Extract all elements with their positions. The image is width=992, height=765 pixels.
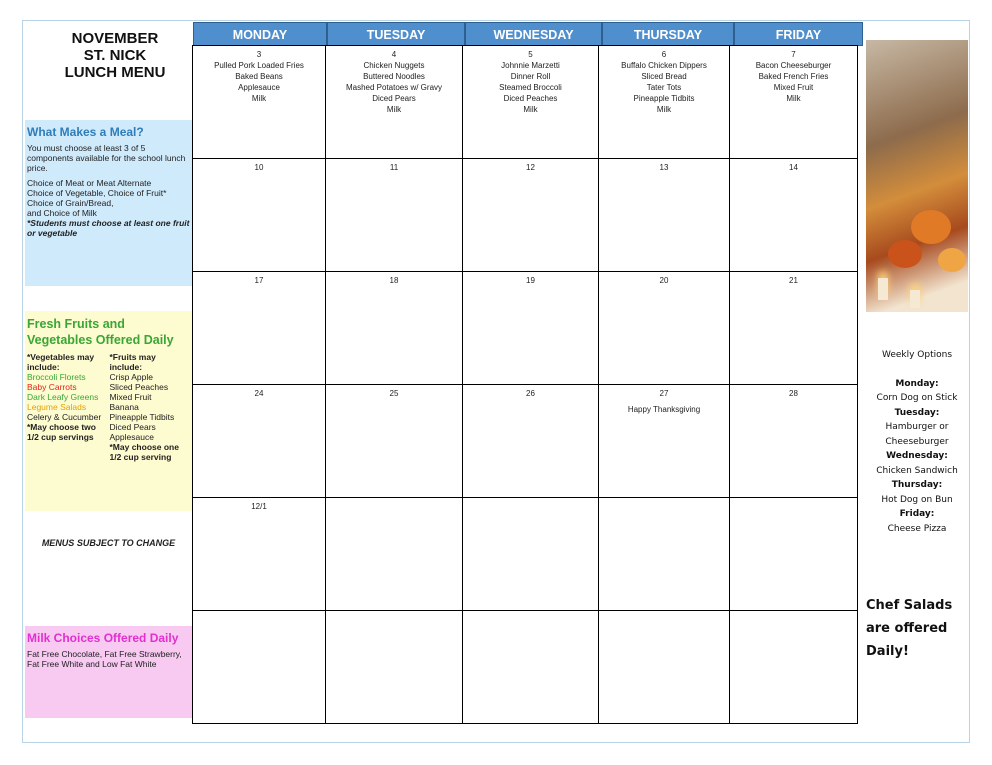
menu-item: Johnnie Marzetti: [501, 61, 560, 70]
fruits-vegetables-box: [25, 311, 192, 511]
calendar-day-cell: [192, 497, 326, 611]
fruits-note: *May choose one 1/2 cup serving: [109, 442, 179, 462]
menu-item: Dinner Roll: [510, 72, 551, 81]
weekly-option-item: Hamburger or Cheeseburger: [885, 422, 949, 447]
calendar-day-cell: [325, 45, 463, 159]
calendar-day-cell: [192, 610, 326, 724]
menu-calendar: [193, 22, 861, 735]
weekly-option-item: Corn Dog on Stick: [876, 393, 958, 403]
weekly-options-list: [864, 377, 970, 537]
milk-choices-box: [25, 626, 192, 718]
meal-heading: What Makes a Meal?: [27, 125, 144, 139]
thanksgiving-photo: [866, 40, 968, 312]
menu-item: Milk: [523, 105, 538, 114]
calendar-day-cell: [462, 271, 599, 385]
menu-item: Buttered Noodles: [363, 72, 425, 81]
calendar-day-cell: [325, 610, 463, 724]
weekly-option-item: Hot Dog on Bun: [881, 494, 953, 505]
weekly-option-day: Wednesday:: [886, 451, 948, 461]
menu-item: Milk: [386, 105, 402, 114]
weekly-options: [864, 348, 970, 536]
calendar-day-cell: [729, 610, 858, 724]
vegetable-item: Celery & Cucumber: [27, 412, 102, 422]
weekly-option-day: Thursday:: [891, 480, 943, 490]
calendar-day-cell: [598, 45, 730, 159]
candle-shape: [878, 278, 888, 300]
pumpkin-shape: [888, 240, 922, 268]
calendar-day-cell: [462, 158, 599, 272]
menu-item: Baked Beans: [235, 72, 283, 81]
fruit-item: Crisp Apple: [109, 372, 153, 382]
day-number: 13: [659, 163, 669, 172]
meal-paragraph-1: You must choose at least 3 of 5 components available for the school lunch price.: [27, 143, 186, 173]
day-number: 28: [789, 389, 798, 398]
calendar-day-cell: [729, 497, 858, 611]
milk-heading: Milk Choices Offered Daily: [27, 631, 179, 645]
pumpkin-shape: [911, 210, 951, 244]
calendar-day-cell: [192, 45, 326, 159]
milk-text: Fat Free Chocolate, Fat Free Strawberry, Fat Free White and Low Fat White: [27, 649, 182, 669]
calendar-day-cell: [325, 384, 463, 498]
day-number: 27: [659, 389, 669, 398]
day-number: 7: [791, 50, 796, 59]
calendar-day-cell: [192, 158, 326, 272]
fruit-item: Mixed Fruit: [109, 392, 152, 402]
calendar-week-row: [193, 385, 861, 498]
chef-salads-note: Chef Salads are offered Daily!: [866, 598, 953, 659]
day-number: 10: [254, 163, 264, 172]
calendar-day-cell: [729, 158, 858, 272]
calendar-day-cell: [462, 610, 599, 724]
day-number: 25: [389, 389, 399, 398]
menu-item: Steamed Broccoli: [499, 83, 562, 92]
fruits-list: [110, 372, 191, 442]
calendar-week-row: [193, 46, 861, 159]
fruit-item: Banana: [109, 402, 139, 412]
fruit-item: Pineapple Tidbits: [109, 412, 175, 422]
menu-item: Pulled Pork Loaded Fries: [214, 61, 304, 70]
calendar-week-row: [193, 159, 861, 272]
calendar-day-cell: [325, 158, 463, 272]
menu-item: Buffalo Chicken Dippers: [621, 61, 707, 70]
menu-title: NOVEMBER ST. NICK LUNCH MENU: [64, 30, 166, 81]
calendar-day-cell: [462, 45, 599, 159]
calendar-day-cell: [598, 271, 730, 385]
fruits-heading: Fresh Fruits and Vegetables Offered Daily: [27, 317, 174, 347]
fruit-item: Sliced Peaches: [109, 382, 169, 392]
calendar-day-cell: [598, 384, 730, 498]
weekly-option-item: Cheese Pizza: [887, 523, 947, 534]
vegetable-item: Baby Carrots: [27, 382, 77, 392]
menu-item: Happy Thanksgiving: [627, 405, 701, 414]
weekly-option-item: Chicken Sandwich: [876, 465, 958, 476]
menu-item: Milk: [786, 94, 801, 103]
fruit-item: Applesauce: [109, 432, 154, 442]
day-number: 14: [789, 163, 798, 172]
calendar-day-cell: [598, 610, 730, 724]
calendar-weeks: [193, 46, 861, 724]
vegetables-column: [27, 352, 108, 462]
fruits-header: *Fruits may include:: [109, 352, 156, 372]
calendar-week-row: [193, 272, 861, 385]
calendar-week-row: [193, 611, 861, 724]
menu-item: Baked French Fries: [758, 72, 829, 81]
meal-paragraph-2: Choice of Meat or Meat Alternate Choice of Vegetable, Choice of Fruit* Choice of Grain/Bread, and Choice of Milk: [27, 178, 167, 218]
fruit-item: Diced Pears: [109, 422, 156, 432]
day-number: 11: [389, 163, 399, 172]
candle-shape: [910, 290, 920, 308]
calendar-day-cell: [462, 384, 599, 498]
menu-item: Chicken Nuggets: [363, 61, 425, 70]
menu-item: Milk: [656, 105, 672, 114]
weekly-options-title: Weekly Options: [881, 350, 953, 360]
calendar-day-cell: [729, 384, 858, 498]
day-number: 4: [391, 50, 397, 59]
day-number: 3: [256, 50, 262, 59]
day-header-friday: FRIDAY: [734, 22, 863, 46]
day-number: 26: [526, 389, 535, 398]
vegetable-item: Broccoli Florets: [27, 372, 86, 382]
day-number: 5: [528, 50, 533, 59]
menu-item: Applesauce: [238, 83, 280, 92]
day-number: 17: [254, 276, 264, 285]
day-header-tuesday: TUESDAY: [327, 22, 465, 46]
pumpkin-shape: [938, 248, 966, 272]
calendar-week-row: [193, 498, 861, 611]
menus-subject-to-change: MENUS SUBJECT TO CHANGE: [41, 538, 176, 548]
calendar-day-cell: [462, 497, 599, 611]
menu-item: Pineapple Tidbits: [633, 94, 695, 103]
day-header-monday: MONDAY: [193, 22, 327, 46]
menu-item: Diced Peaches: [503, 94, 558, 103]
menu-item: Diced Pears: [372, 94, 416, 103]
meal-note: *Students must choose at least one fruit or vegetable: [27, 218, 190, 238]
vegetable-item: Dark Leafy Greens: [27, 392, 99, 402]
day-number: 19: [526, 276, 535, 285]
calendar-day-cell: [192, 271, 326, 385]
day-number: 24: [254, 389, 264, 398]
calendar-day-cell: [729, 45, 858, 159]
day-header-thursday: THURSDAY: [602, 22, 734, 46]
calendar-day-cell: [598, 158, 730, 272]
calendar-day-cell: [598, 497, 730, 611]
day-number: 20: [659, 276, 669, 285]
calendar-day-cell: [729, 271, 858, 385]
day-number: 12: [526, 163, 535, 172]
calendar-day-cell: [325, 497, 463, 611]
menu-item: Mashed Potatoes w/ Gravy: [345, 83, 443, 92]
weekly-option-day: Friday:: [899, 509, 935, 519]
weekly-option-day: Monday:: [895, 378, 939, 389]
menu-item: Tater Tots: [646, 83, 682, 92]
calendar-day-cell: [192, 384, 326, 498]
menu-item: Mixed Fruit: [773, 83, 814, 92]
day-number: 12/1: [251, 502, 267, 511]
day-header-wednesday: WEDNESDAY: [465, 22, 602, 46]
fruits-column: [110, 352, 191, 462]
what-makes-a-meal-box: [25, 120, 192, 286]
vegetables-header: *Vegetables may include:: [27, 352, 95, 372]
day-number: 18: [389, 276, 399, 285]
menu-item: Sliced Bread: [641, 72, 687, 81]
vegetables-note: *May choose two 1/2 cup servings: [27, 422, 96, 442]
vegetable-item: Legume Salads: [27, 402, 87, 412]
menu-item: Milk: [251, 94, 267, 103]
menu-item: Bacon Cheeseburger: [755, 61, 832, 70]
day-number: 21: [789, 276, 798, 285]
vegetables-list: [27, 372, 108, 422]
weekly-option-day: Tuesday:: [894, 407, 940, 418]
day-header-row: [193, 22, 861, 46]
day-number: 6: [661, 50, 667, 59]
calendar-day-cell: [325, 271, 463, 385]
